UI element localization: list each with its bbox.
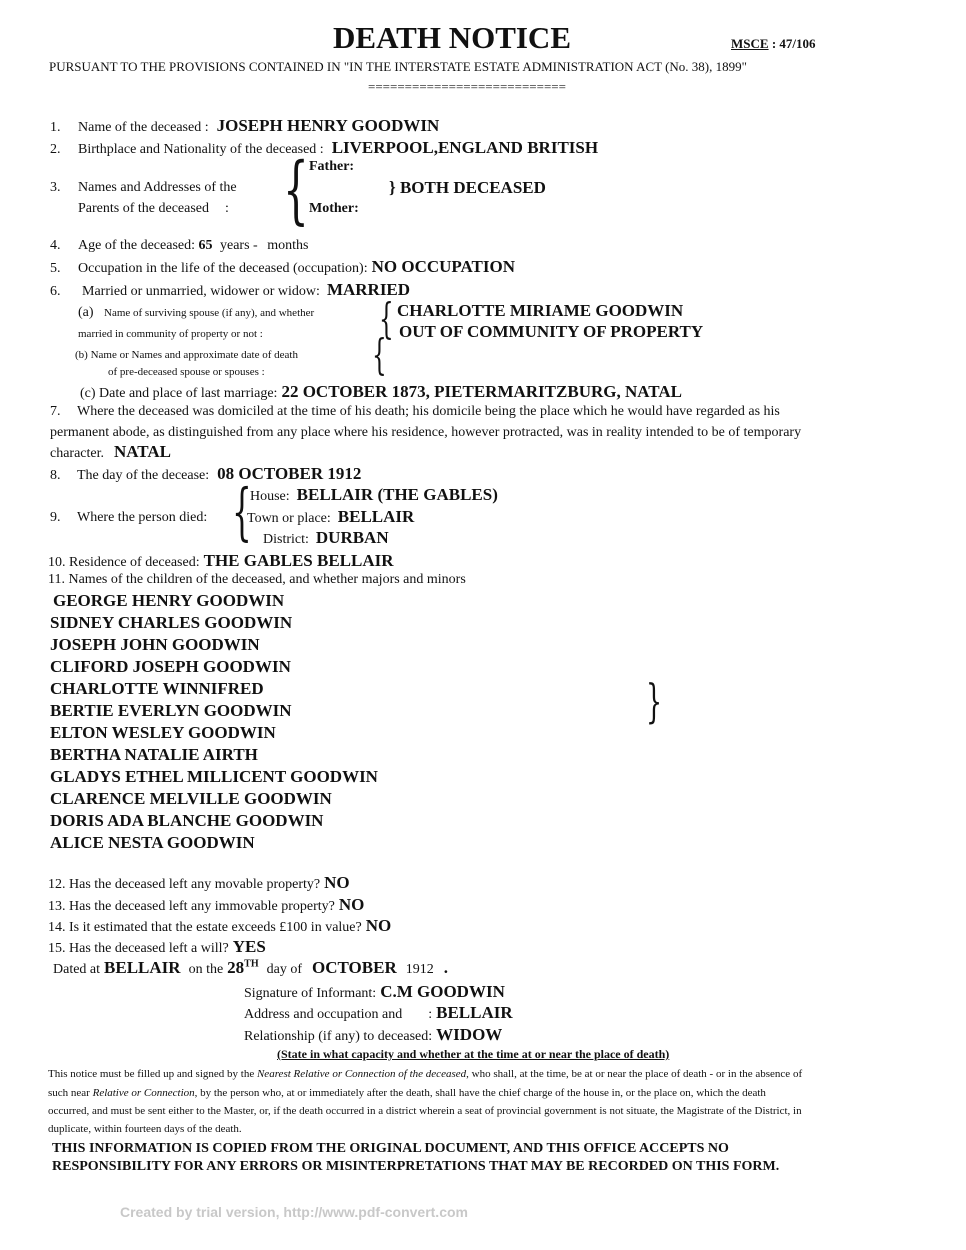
children-list [50, 590, 378, 854]
q6c-row [80, 382, 682, 402]
q5-row [50, 257, 515, 277]
q2-number: 2. [50, 142, 61, 157]
child-7: ELTON WESLEY GOODWIN [50, 723, 276, 742]
q8-number: 8. [50, 468, 61, 483]
q12-row [48, 873, 350, 893]
q4-months: months [267, 238, 309, 253]
q14-row [48, 916, 391, 936]
q6b-line2: of pre-deceased spouse or spouses : [108, 366, 265, 378]
spouse-name: CHARLOTTE MIRIAME GOODWIN [397, 301, 684, 320]
q3-number: 3. [50, 180, 61, 195]
q7-value: NATAL [114, 442, 172, 461]
q1-row [50, 116, 439, 136]
children-brace: } [646, 674, 663, 728]
house-row [250, 485, 498, 505]
dated-day: 28 [227, 958, 245, 977]
q9-row [50, 510, 207, 526]
q6c-label: (c) Date and place of last marriage: [80, 386, 278, 401]
q15-label: 15. Has the deceased left a will? [48, 941, 229, 956]
town-label: Town or place: [247, 511, 331, 526]
relationship-label: Relationship (if any) to deceased: [244, 1029, 433, 1044]
q1-label: Name of the deceased : [78, 120, 209, 135]
q5-number: 5. [50, 261, 61, 276]
q7-line2: permanent abode, as distinguished from any place where his residence, however protracted, was in reality intended to be of temporary [50, 425, 802, 440]
q14-value: NO [365, 916, 392, 935]
dated-row [53, 958, 448, 978]
district-row [263, 528, 389, 548]
q15-row [48, 937, 266, 957]
q8-value: 08 OCTOBER 1912 [217, 464, 362, 483]
q4-number: 4. [50, 238, 61, 253]
signature-row [244, 982, 505, 1002]
address-value: BELLAIR [436, 1003, 513, 1022]
spouse-brace-top: { [379, 294, 394, 343]
footnote-line1 [48, 1068, 802, 1080]
q1-number: 1. [50, 120, 61, 135]
q10-value: THE GABLES BELLAIR [203, 551, 394, 570]
footnote-line3: occurred, and must be sent either to the Master, or, if the death occurred in a district wherein a seat of provincial government is not situate, the Magistrate of the District, in [48, 1105, 802, 1117]
footnote-line2-italic: Relative or Connection [92, 1087, 195, 1099]
q6b-line1: (b) Name or Names and approximate date of death [75, 349, 298, 361]
q6a-line1: Name of surviving spouse (if any), and whether [104, 307, 315, 319]
q3-label-line2 [78, 201, 229, 217]
child-6: BERTIE EVERLYN GOODWIN [50, 701, 292, 720]
q9-number: 9. [50, 510, 61, 525]
address-label: Address and occupation and [244, 1007, 403, 1022]
footnote-line2-a: such near [48, 1087, 93, 1099]
parents-value: } BOTH DECEASED [389, 178, 546, 197]
q10-label: 10. Residence of deceased: [48, 555, 200, 570]
relationship-value: WIDOW [436, 1025, 503, 1044]
q9-label: Where the person died: [77, 510, 208, 525]
address-row [244, 1003, 513, 1023]
place-brace: { [232, 475, 252, 548]
footnote-line2-b: , by the person who, at or immediately after the death, shall have the chief charge of the house in, or the place on, which the death [194, 1087, 766, 1099]
father-label: Father: [309, 159, 355, 174]
q7-line3 [50, 442, 171, 462]
page-title: DEATH NOTICE [333, 20, 571, 55]
dated-on-the: on the [188, 962, 224, 977]
q13-label: 13. Has the deceased left any immovable property? [48, 899, 335, 914]
footnote-line1-italic: Nearest Relative or Connection of the deceased [256, 1068, 467, 1080]
spouse-brace-bottom: { [372, 330, 387, 379]
child-9: GLADYS ETHEL MILLICENT GOODWIN [50, 767, 378, 786]
q12-value: NO [324, 873, 350, 892]
dated-place: BELLAIR [104, 958, 181, 977]
dated-day-suffix: TH [244, 958, 259, 970]
disclaimer-line1: THIS INFORMATION IS COPIED FROM THE ORIGINAL DOCUMENT, AND THIS OFFICE ACCEPTS NO [52, 1141, 729, 1156]
q5-value: NO OCCUPATION [371, 257, 516, 276]
q12-label: 12. Has the deceased left any movable property? [48, 877, 321, 892]
mother-label: Mother: [309, 201, 359, 216]
msce-value: 47/106 [779, 36, 816, 51]
footnote-line4: duplicate, within fourteen days of the death. [48, 1123, 242, 1135]
q6a-line2: married in community of property or not : [78, 328, 263, 340]
town-row [247, 507, 414, 527]
q3-label-line1: Names and Addresses of the [78, 180, 237, 195]
child-8: BERTHA NATALIE AIRTH [50, 745, 258, 764]
child-11: DORIS ADA BLANCHE GOODWIN [50, 811, 324, 830]
signature-value: C.M GOODWIN [380, 982, 505, 1001]
district-value: DURBAN [315, 528, 389, 547]
dated-day-of: day of [266, 962, 303, 977]
q14-label: 14. Is it estimated that the estate exceeds £100 in value? [48, 920, 362, 935]
capacity-note: (State in what capacity and whether at the time at or near the place of death) [277, 1047, 670, 1061]
relationship-row [244, 1025, 502, 1045]
q4-years: years - [220, 238, 258, 253]
district-label: District: [263, 532, 309, 547]
q6-number: 6. [50, 284, 61, 299]
disclaimer-line2: RESPONSIBILITY FOR ANY ERRORS OR MISINTERPRETATIONS THAT MAY BE RECORDED ON THIS FORM. [52, 1159, 780, 1174]
child-3: JOSEPH JOHN GOODWIN [50, 635, 260, 654]
footnote-line1-b: , who shall, at the time, be at or near the place of death - or in the absence of [466, 1068, 803, 1080]
q4-row [50, 238, 308, 254]
parents-brace: { [283, 147, 309, 233]
child-4: CLIFORD JOSEPH GOODWIN [50, 657, 291, 676]
q7-number: 7. [50, 404, 61, 419]
q5-label: Occupation in the life of the deceased (occupation): [78, 261, 368, 276]
child-12: ALICE NESTA GOODWIN [50, 833, 255, 852]
msce-reference [731, 36, 816, 52]
q11-label: 11. Names of the children of the deceased, and whether majors and minors [48, 572, 466, 587]
child-2: SIDNEY CHARLES GOODWIN [50, 613, 293, 632]
q7-line1 [50, 404, 780, 420]
q3-label-line2-text: Parents of the deceased [78, 201, 209, 216]
q7-text-line3: character. [50, 446, 105, 461]
q4-age: 65 [198, 238, 213, 253]
msce-sep: : [768, 36, 780, 51]
dated-year: 1912 [405, 962, 434, 977]
msce-label: MSCE [731, 36, 769, 51]
q10-row [48, 551, 394, 571]
q6-row [50, 280, 410, 300]
dated-period: . [443, 958, 448, 977]
child-5: CHARLOTTE WINNIFRED [50, 679, 264, 698]
trial-watermark: Created by trial version, http://www.pdf-convert.com [120, 1204, 468, 1220]
dated-month: OCTOBER [312, 958, 397, 977]
footnote-line1-a: This notice must be filled up and signed by the [48, 1068, 257, 1080]
property-regime: OUT OF COMMUNITY OF PROPERTY [399, 322, 704, 341]
page-subtitle: PURSUANT TO THE PROVISIONS CONTAINED IN "IN THE INTERSTATE ESTATE ADMINISTRATION ACT (No. 38), 1899" [49, 59, 747, 74]
q13-value: NO [338, 895, 365, 914]
footnote-line2 [48, 1087, 766, 1099]
house-label: House: [250, 489, 290, 504]
address-colon: : [428, 1007, 433, 1022]
q13-row [48, 895, 364, 915]
q3-colon: : [225, 201, 229, 216]
q6-value: MARRIED [326, 280, 411, 299]
q15-value: YES [232, 937, 266, 956]
dated-label: Dated at [53, 962, 101, 977]
child-10: CLARENCE MELVILLE GOODWIN [50, 789, 332, 808]
house-value: BELLAIR (THE GABLES) [296, 485, 498, 504]
q7-text-line1: Where the deceased was domiciled at the time of his death; his domicile being the place which he would have regarded as his [77, 404, 780, 419]
signature-label: Signature of Informant: [244, 986, 377, 1001]
q6a-label: (a) [78, 305, 94, 320]
q2-value: LIVERPOOL,ENGLAND BRITISH [331, 138, 599, 157]
q8-row [50, 464, 361, 484]
town-value: BELLAIR [337, 507, 415, 526]
q8-label: The day of the decease: [77, 468, 210, 483]
q4-label: Age of the deceased: [78, 238, 195, 253]
child-1: GEORGE HENRY GOODWIN [53, 591, 285, 610]
q2-row [50, 138, 598, 158]
q1-value: JOSEPH HENRY GOODWIN [216, 116, 440, 135]
q2-label: Birthplace and Nationality of the deceased : [78, 142, 324, 157]
q6c-value: 22 OCTOBER 1873, PIETERMARITZBURG, NATAL [281, 382, 682, 401]
q6-label: Married or unmarried, widower or widow: [82, 284, 320, 299]
header-rule: =========================== [368, 79, 566, 94]
